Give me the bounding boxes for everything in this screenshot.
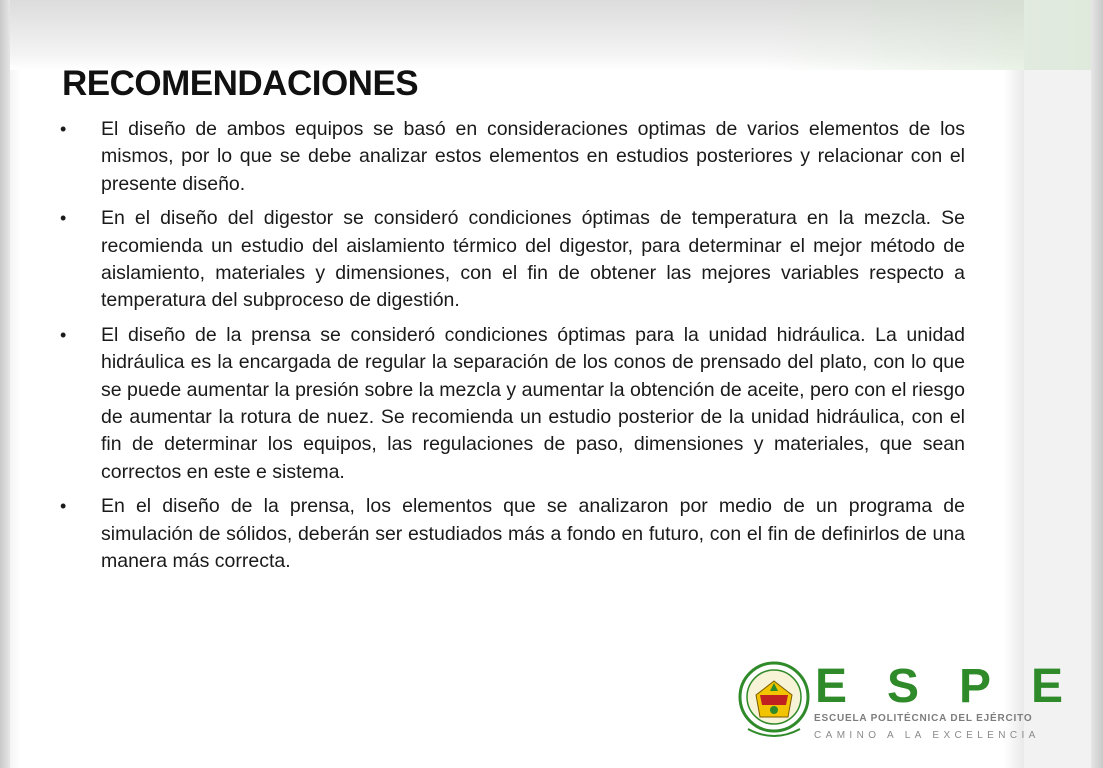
bullet-list [60, 116, 965, 583]
bullet-item-1 [60, 116, 965, 198]
espe-wordmark: ESPE [815, 660, 1103, 713]
bullet-text: El diseño de la prensa se consideró condiciones óptimas para la unidad hidráulica. La unidad hidráulica es la encargada de regular la separación de los conos de prensado del plato, con lo que se puede aumentar la presión sobre la mezcla y aumentar la obtención de aceite, pero con el riesgo de aumentar la rotura de nuez. Se recomienda un estudio posterior de la unidad hidráulica, con el fin de determinar los equipos, las regulaciones de paso, dimensiones y materiales, que sean correctos en este e sistema. [101, 323, 965, 483]
bullet-item-4 [60, 493, 965, 575]
espe-subtitle: ESCUELA POLITÉCNICA DEL EJÉRCITO [814, 713, 1033, 724]
bullet-text: El diseño de ambos equipos se basó en consideraciones optimas de varios elementos de los mismos, por lo que se debe analizar estos elementos en estudios posteriores y relacionar con el presente diseño. [101, 118, 965, 195]
bullet-icon: • [60, 324, 67, 345]
espe-slogan: CAMINO A LA EXCELENCIA [814, 730, 1040, 741]
bullet-icon: • [60, 119, 67, 139]
espe-seal-icon [740, 663, 808, 736]
bullet-item-2 [60, 205, 965, 315]
bullet-icon: • [60, 496, 67, 517]
slide-top-accent [763, 0, 1103, 70]
slide-left-border [0, 0, 10, 768]
bullet-icon: • [60, 208, 67, 229]
bullet-text: En el diseño del digestor se consideró condiciones óptimas de temperatura en la mezcla. Se recomienda un estudio del aislamiento térmico del digestor, para determinar el mejor método de aislamiento, materiales y dimensiones, con el fin de obtener las mejores variables respecto a temperatura del subproceso de digestión. [101, 207, 965, 312]
slide-right-border [1091, 0, 1103, 768]
bullet-text: En el diseño de la prensa, los elementos que se analizaron por medio de un programa de simulación de sólidos, deberán ser estudiados más a fondo en futuro, con el fin de definirlos de una manera más correcta. [101, 495, 965, 573]
bullet-item-3 [60, 322, 965, 486]
slide-title: RECOMENDACIONES [62, 64, 419, 103]
